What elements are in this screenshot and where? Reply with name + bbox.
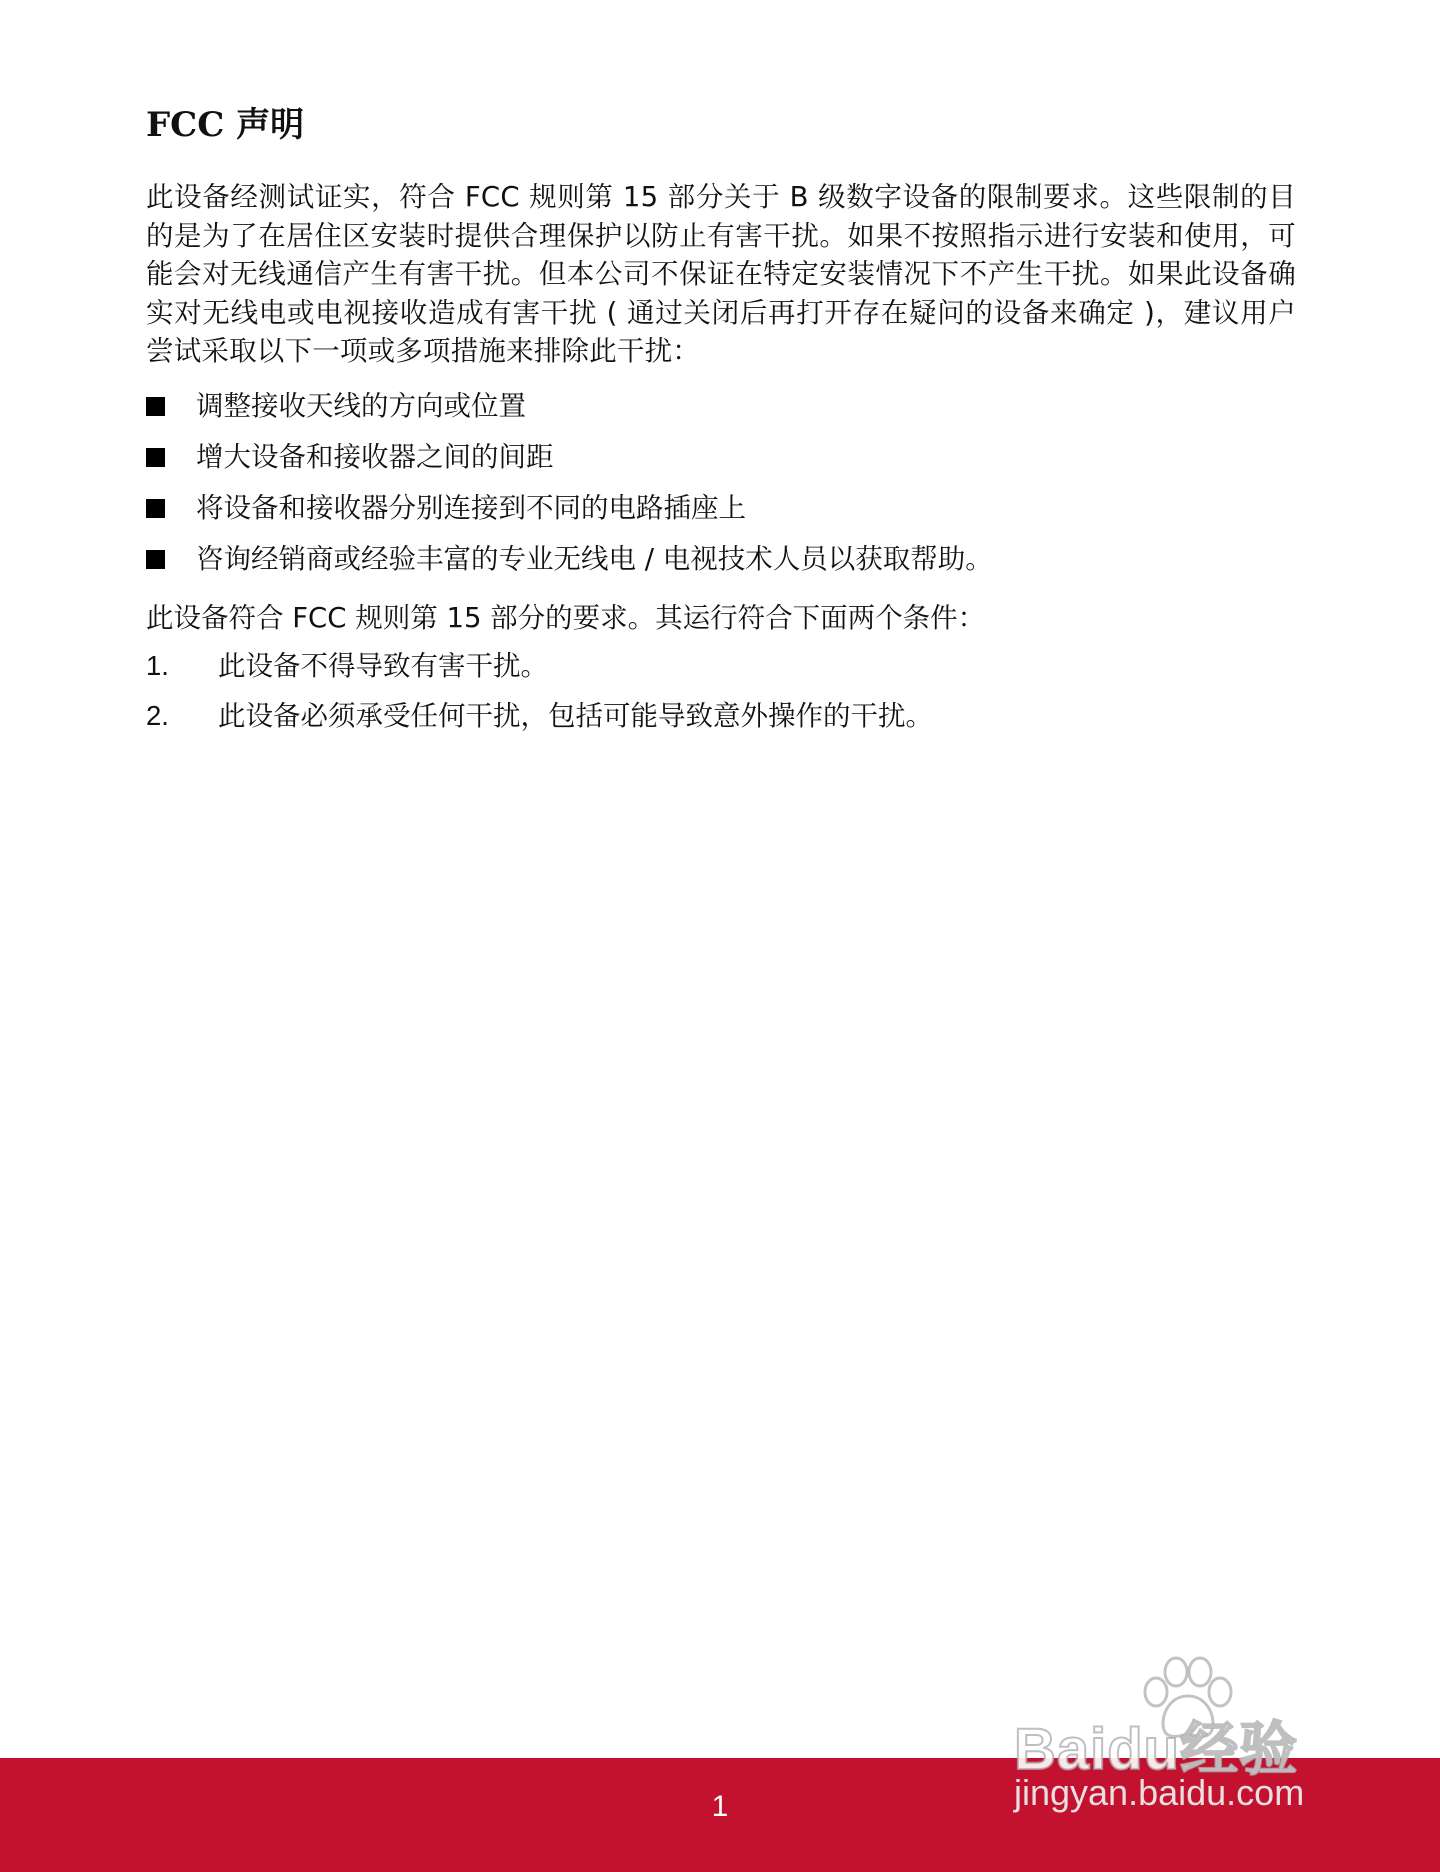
list-item [146,381,1296,432]
square-bullet-icon [146,448,165,467]
intro-paragraph: 此设备经测试证实，符合 FCC 规则第 15 部分关于 B 级数字设备的限制要求。这些限制的目的是为了在居住区安装时提供合理保护以防止有害干扰。如果不按照指示进行安装和使用，可能会对无线通信产生有害干扰。但本公司不保证在特定安装情况下不产生干扰。如果此设备确实对无线电或电视接收造成有害干扰 ( 通过关闭后再打开存在疑问的设备来确定 )，建议用户尝试采取以下一项或多项措施来排除此干扰： [146,181,1296,367]
list-item [146,483,1296,534]
list-number: 1. [146,649,169,681]
square-bullet-icon [146,550,165,569]
list-item-text: 咨询经销商或经验丰富的专业无线电 / 电视技术人员以获取帮助。 [196,543,993,575]
conditions-list [146,647,1296,747]
list-item [146,432,1296,483]
square-bullet-icon [146,499,165,518]
list-item [146,534,1296,585]
list-item-text: 将设备和接收器分别连接到不同的电路插座上 [196,492,746,524]
watermark [1014,1650,1354,1820]
list-item-text: 调整接收天线的方向或位置 [196,390,526,422]
list-number: 2. [146,699,169,731]
page-title: FCC 声明 [146,105,305,145]
square-bullet-icon [146,397,165,416]
list-item-text: 此设备不得导致有害干扰。 [218,649,548,682]
watermark-url: jingyan.baidu.com [1014,1772,1305,1813]
watermark-logo: Baidu经验 [1014,1717,1299,1782]
list-item [146,647,1296,697]
document-content [146,100,1296,747]
list-item-text: 此设备必须承受任何干扰，包括可能导致意外操作的干扰。 [218,699,933,732]
compliance-paragraph: 此设备符合 FCC 规则第 15 部分的要求。其运行符合下面两个条件： [146,601,986,634]
bullet-list [146,381,1296,585]
list-item [146,697,1296,747]
page-number: 1 [711,1790,729,1823]
list-item-text: 增大设备和接收器之间的间距 [196,441,554,473]
